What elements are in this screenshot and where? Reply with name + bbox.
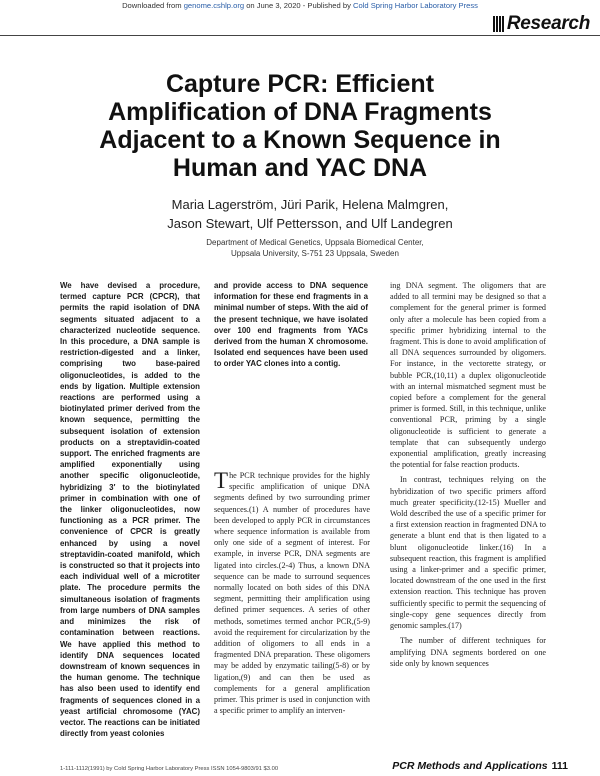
download-mid: on June 3, 2020 - Published by bbox=[244, 1, 353, 10]
copyright-line: 1-111-1112(1991) by Cold Spring Harbor Laboratory Press ISSN 1054-9803/91 $3.00 bbox=[60, 766, 279, 772]
affiliation-line-2: Uppsala University, S-751 23 Uppsala, Sweden bbox=[231, 249, 399, 258]
page-number: 111 bbox=[551, 760, 568, 772]
body-paragraph-3: The number of different techniques for amplifying DNA segments bordered on one side only by known sequences bbox=[390, 636, 546, 668]
header-rule bbox=[0, 35, 600, 36]
site-link[interactable]: genome.cshlp.org bbox=[183, 1, 245, 10]
article-title: Capture PCR: Efficient Amplification of DNA Fragments Adjacent to a Known Sequence in Human and YAC DNA bbox=[99, 70, 501, 182]
abstract-column-1: We have devised a procedure, termed capture PCR (CPCR), that permits the rapid isolation of DNA segments situated adjacent to a characterized nucleotide sequence. In this procedure, a DNA sample is restriction-digested and a linker, comprising two base-paired oligonucleotides, is added to the ends by ligation. Multiple extension reactions are performed using a biotinylated primer derived from the known sequence, permitting the subsequent isolation of extension products on a streptavidin-coated support. The enriched fragments are amplified exponentially using another specific oligonucleotide, hybridizing 3′ to the biotinylated primer in combination with one of the linker oligonucleotides, now functioning as a PCR primer. The convenience of CPCR is greatly enhanced by using a novel streptavidin-coated manifold, which is constructed so that it projects into each individual well of a microtiter plate. The procedure permits the simultaneous isolation of fragments from large numbers of DNA samples and minimizes the risk of contamination between reactions. We have applied this method to identify DNA sequences located downstream of known sequences in the human genome. The technique has also been used to identify end fragments of sequences cloned in a yeast artificial chromosome (YAC) vector. The reactions can be initiated directly from yeast colonies bbox=[60, 281, 200, 739]
intro-text: he PCR technique provides for the highly specific amplification of unique DNA segments defined by two surrounding primer sequences.(1) A number of procedures have been developed to apply PCR in circumstances where sequence information is available from only one side of a segment of interest. For example, in inverse PCR, DNA segments are ligated into circles.(2-4) Thus, a known DNA sequence can be made to surround sequences normally located on both sides of this DNA segment, permitting their amplification using defined primer sequences. A series of other methods, sometimes termed anchor PCR,(5-9) avoid the requirement for circularization by the addition of oligomers to all ends in a fragmented DNA preparation. These oligomers may be added by enzymatic tailing(5-8) or by ligation,(9) and can then be used as complements for a general amplification primer. This primer is used in conjunction with a specific primer to amplify an interven- bbox=[214, 471, 370, 716]
affiliation-line-1: Department of Medical Genetics, Uppsala Biomedical Center, bbox=[206, 238, 424, 247]
download-line bbox=[0, 1, 600, 10]
publisher-link[interactable]: Cold Spring Harbor Laboratory Press bbox=[353, 1, 478, 10]
author-list bbox=[150, 196, 470, 233]
abstract-column-2: and provide access to DNA sequence information for these end fragments in a minimal number of steps. With the aid of the present technique, we have isolated over 100 end fragments from YACs derived from the human X chromosome. Isolated end sequences have been used to order YAC clones into a contig. bbox=[214, 281, 368, 369]
download-prefix: Downloaded from bbox=[122, 1, 184, 10]
body-paragraph-1: ing DNA segment. The oligomers that are added to all termini may be designed so that a complement for the general primer is formed only after a molecule has been copied from a specific primer hybridizing internal to the fragment. This is done to avoid amplification of all DNA sequences surrounded by oligomers. For instance, in the vectorette strategy, or bubble PCR,(10,11) a duplex oligonucleotide with an internal mismatched segment must be copied before a complement for the general primer is formed. Still, in this technique, unlike conventional PCR, priming by a single oligonucleotide is sufficient to generate a template that can subsequently undergo exponential amplification, greatly increasing the potential for false reaction products. bbox=[390, 281, 546, 470]
body-paragraph-2: In contrast, techniques relying on the hybridization of two specific primers afford much greater specificity.(12-15) Mueller and Wold described the use of a specific primer for a first extension reaction in fragmented DNA to generate a blunt end that is then ligated to a blunt oligonucleotide linker.(16) In a subsequent reaction, this fragment is amplified using a linker-primer and a specific primer, located downstream of the one used in the first extension reaction. This technique has proven sufficiently specific to permit the sequencing of single-copy gene sequences directly from genomic samples.(17) bbox=[390, 475, 546, 631]
body-column-middle bbox=[214, 470, 370, 720]
barcode-mark bbox=[493, 16, 504, 32]
section-label: Research bbox=[506, 13, 590, 34]
intro-paragraph bbox=[214, 470, 370, 716]
journal-footer bbox=[392, 760, 568, 772]
authors-line-2: Jason Stewart, Ulf Pettersson, and Ulf Landegren bbox=[167, 215, 453, 231]
authors-line-1: Maria Lagerström, Jüri Parik, Helena Malmgren, bbox=[171, 197, 449, 212]
drop-cap: T bbox=[214, 468, 229, 493]
affiliation bbox=[170, 237, 460, 259]
journal-name: PCR Methods and Applications bbox=[392, 760, 548, 772]
section-tag bbox=[493, 13, 590, 35]
body-column-right bbox=[390, 280, 546, 673]
